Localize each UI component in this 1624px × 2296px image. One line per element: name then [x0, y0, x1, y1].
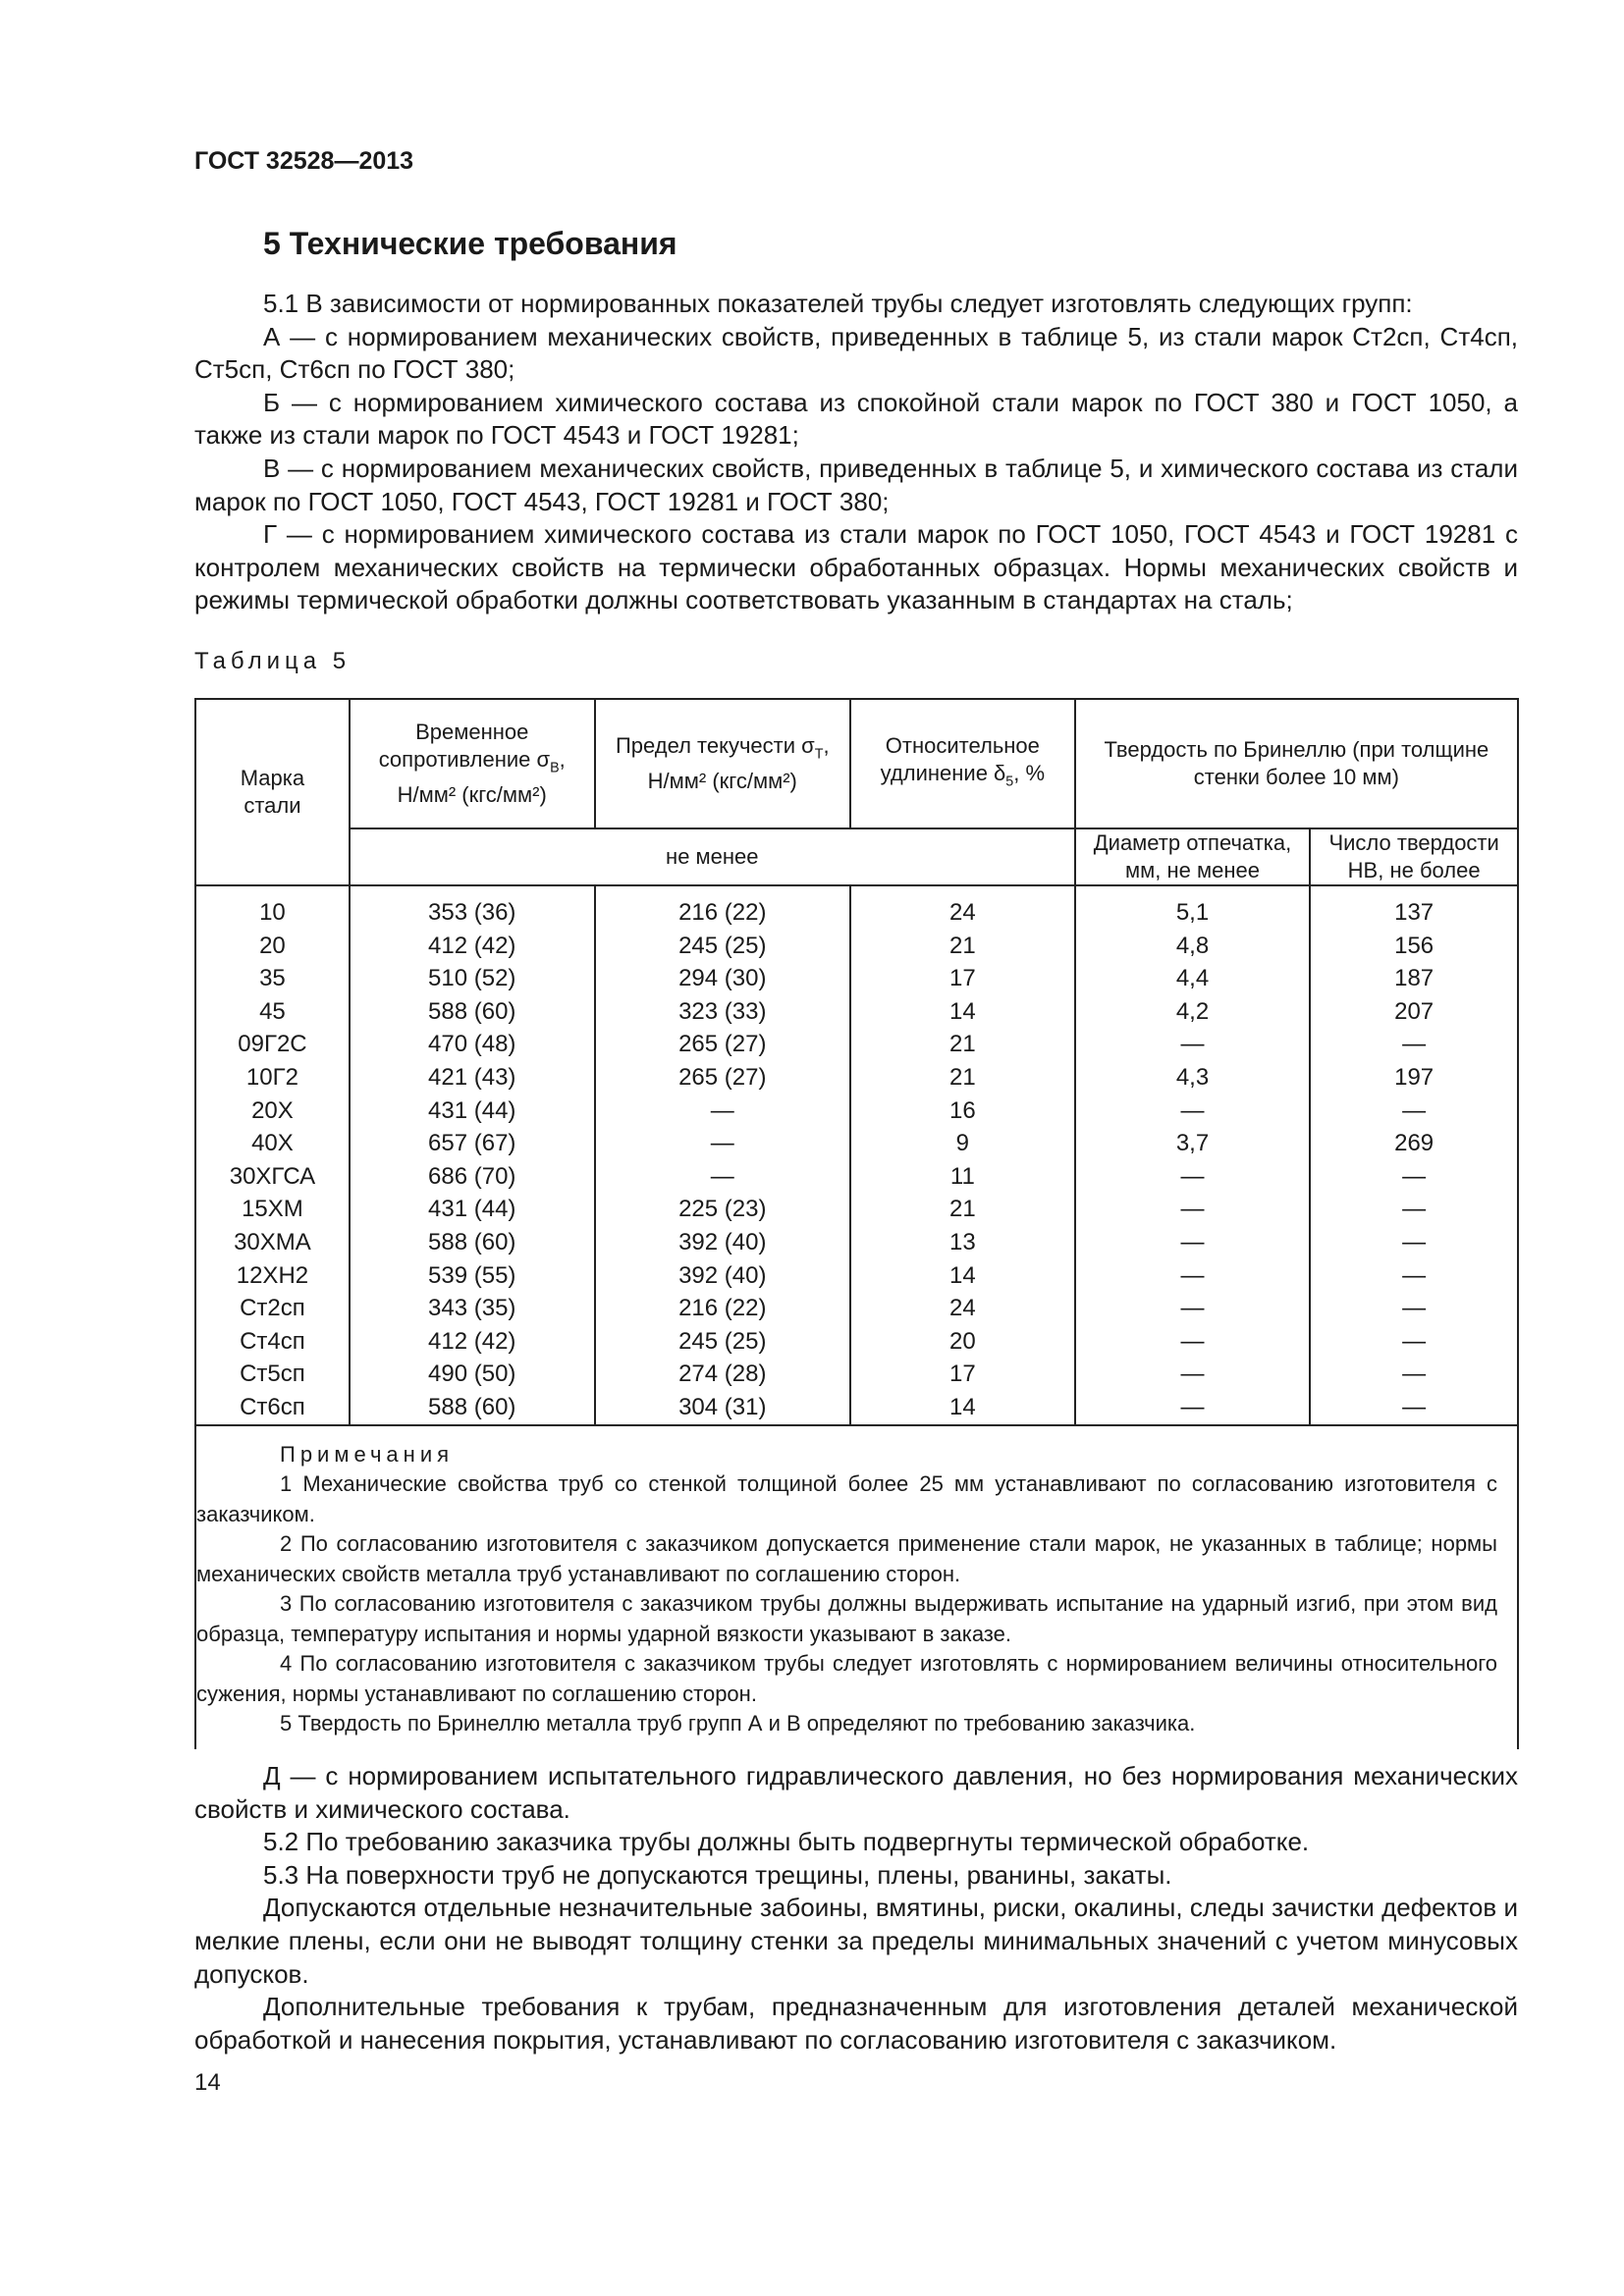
paragraph: Дополнительные требования к трубам, предназначенным для изготовления деталей механической обработкой и нанесения покрытия, устанавливают по согласованию изготовителя с заказчиком.: [194, 1992, 1518, 2055]
notes-title: Примечания: [280, 1441, 455, 1467]
table-cell: 14: [850, 1391, 1075, 1425]
paragraph: Допускаются отдельные незначительные забоины, вмятины, риски, окалины, следы зачистки дефектов и мелкие плены, если они не выводят толщину стенки за пределы минимальных значений с учетом минусовых допусков.: [194, 1893, 1518, 1989]
table-5: [194, 698, 1519, 1749]
table-cell: 13: [850, 1226, 1075, 1259]
table-cell: 588 (60): [350, 1226, 595, 1259]
table-cell: 9: [850, 1127, 1075, 1160]
table-cell: —: [1310, 1226, 1518, 1259]
table-cell: 21: [850, 930, 1075, 963]
table-cell: 21: [850, 1193, 1075, 1226]
note: 5 Твердость по Бринеллю металла труб групп А и В определяют по требованию заказчика.: [280, 1711, 1196, 1735]
table-row: [195, 995, 1518, 1029]
table-cell: 17: [850, 1358, 1075, 1391]
table-cell: 12ХН2: [195, 1259, 350, 1293]
table-cell: 274 (28): [595, 1358, 850, 1391]
table-cell: 304 (31): [595, 1391, 850, 1425]
table-cell: 431 (44): [350, 1193, 595, 1226]
table-cell: —: [1075, 1028, 1311, 1061]
paragraph: Д — с нормированием испытательного гидравлического давления, но без нормирования механических свойств и химического состава.: [194, 1761, 1518, 1824]
paragraph: А — с нормированием механических свойств, приведенных в таблице 5, из стали марок Ст2сп, Ст4сп, Ст5сп, Ст6сп по ГОСТ 380;: [194, 321, 1518, 385]
table-cell: 392 (40): [595, 1259, 850, 1293]
table-cell: 187: [1310, 962, 1518, 995]
table-cell: 20Х: [195, 1095, 350, 1128]
table-row: [195, 1292, 1518, 1325]
table-row: [195, 930, 1518, 963]
table-cell: —: [595, 1160, 850, 1194]
table-cell: —: [1310, 1391, 1518, 1425]
table-row: [195, 1226, 1518, 1259]
header-yield: Предел текучести $\sigma_Т$, Н/мм² (кгс/мм²): [595, 699, 850, 828]
table-row: [195, 1028, 1518, 1061]
table-cell: 343 (35): [350, 1292, 595, 1325]
table-row: [195, 1160, 1518, 1194]
table-cell: 5,1: [1075, 896, 1311, 930]
table-cell: 09Г2С: [195, 1028, 350, 1061]
table-cell: 20: [850, 1325, 1075, 1359]
table-cell: 207: [1310, 995, 1518, 1029]
table-cell: 294 (30): [595, 962, 850, 995]
table-cell: —: [1310, 1028, 1518, 1061]
table-cell: 470 (48): [350, 1028, 595, 1061]
table-cell: 14: [850, 1259, 1075, 1293]
table-cell: 216 (22): [595, 896, 850, 930]
table-cell: 24: [850, 896, 1075, 930]
table-cell: 657 (67): [350, 1127, 595, 1160]
note: 2 По согласованию изготовителя с заказчиком допускается применение стали марок, не указанных в таблице; нормы механических свойств металла труб устанавливают по соглашению сторон.: [196, 1531, 1497, 1586]
table-cell: 323 (33): [595, 995, 850, 1029]
table-cell: —: [1075, 1095, 1311, 1128]
table-row: [195, 1358, 1518, 1391]
table-cell: 35: [195, 962, 350, 995]
table-cell: 30ХМА: [195, 1226, 350, 1259]
table-cell: Ст2сп: [195, 1292, 350, 1325]
header-brinell: Твердость по Бринеллю (при толщине стенки более 10 мм): [1075, 699, 1518, 828]
table-cell: 10: [195, 896, 350, 930]
table-cell: —: [1310, 1193, 1518, 1226]
table-cell: —: [1075, 1259, 1311, 1293]
table-cell: 10Г2: [195, 1061, 350, 1095]
paragraph: 5.3 На поверхности труб не допускаются трещины, плены, рванины, закаты.: [263, 1859, 1172, 1890]
paragraph: 5.1 В зависимости от нормированных показателей трубы следует изготовлять следующих групп:: [263, 289, 1413, 318]
table-notes: [195, 1425, 1518, 1749]
header-min: не менее: [350, 828, 1075, 885]
table-cell: —: [1075, 1292, 1311, 1325]
table-cell: 156: [1310, 930, 1518, 963]
document-header: ГОСТ 32528—2013: [194, 147, 414, 175]
table-row: [195, 962, 1518, 995]
table-cell: 490 (50): [350, 1358, 595, 1391]
table-cell: —: [1075, 1226, 1311, 1259]
table-cell: 412 (42): [350, 1325, 595, 1359]
table-cell: 40Х: [195, 1127, 350, 1160]
table-cell: 510 (52): [350, 962, 595, 995]
table-row: [195, 1193, 1518, 1226]
table-cell: 539 (55): [350, 1259, 595, 1293]
table-cell: 14: [850, 995, 1075, 1029]
table-cell: —: [1075, 1391, 1311, 1425]
table-cell: 265 (27): [595, 1061, 850, 1095]
table-cell: 137: [1310, 896, 1518, 930]
table-row: [195, 1391, 1518, 1425]
table-caption: Таблица 5: [194, 648, 352, 674]
paragraphs-bottom: [194, 1760, 1518, 2056]
header-hb: Число твердости НВ, не более: [1310, 828, 1518, 885]
header-tensile: Временное сопротивление $\sigma_В$, Н/мм² (кгс/мм²): [350, 699, 595, 828]
table-cell: 4,3: [1075, 1061, 1311, 1095]
table-cell: 421 (43): [350, 1061, 595, 1095]
header-grade: Марка стали: [195, 699, 350, 885]
note: 4 По согласованию изготовителя с заказчиком трубы следует изготовлять с нормированием величины относительного сужения, нормы устанавливают по соглашению сторон.: [196, 1651, 1497, 1706]
table-cell: Ст6сп: [195, 1391, 350, 1425]
table-row: [195, 1325, 1518, 1359]
table-cell: 588 (60): [350, 1391, 595, 1425]
table-cell: 30ХГСА: [195, 1160, 350, 1194]
header-diameter: Диаметр отпечатка, мм, не менее: [1075, 828, 1311, 885]
table-cell: —: [595, 1095, 850, 1128]
table-row: [195, 1095, 1518, 1128]
table-cell: —: [1310, 1259, 1518, 1293]
table-cell: 686 (70): [350, 1160, 595, 1194]
table-row: [195, 1127, 1518, 1160]
table-cell: 265 (27): [595, 1028, 850, 1061]
table-cell: 16: [850, 1095, 1075, 1128]
table-cell: 353 (36): [350, 896, 595, 930]
table-cell: —: [595, 1127, 850, 1160]
table-cell: Ст4сп: [195, 1325, 350, 1359]
page-number: 14: [194, 2069, 221, 2096]
paragraph: Б — с нормированием химического состава из спокойной стали марок по ГОСТ 380 и ГОСТ 1050, а также из стали марок по ГОСТ 4543 и ГОСТ 19281;: [194, 387, 1518, 451]
table-cell: 15ХМ: [195, 1193, 350, 1226]
table-cell: —: [1075, 1358, 1311, 1391]
table-cell: 11: [850, 1160, 1075, 1194]
table-cell: —: [1075, 1325, 1311, 1359]
section-title: 5 Технические требования: [263, 226, 677, 261]
table-cell: —: [1310, 1292, 1518, 1325]
header-elongation: Относительное удлинение $\delta_5$, %: [850, 699, 1075, 828]
table-cell: 216 (22): [595, 1292, 850, 1325]
table-cell: 431 (44): [350, 1095, 595, 1128]
table-cell: —: [1075, 1193, 1311, 1226]
table-row: [195, 896, 1518, 930]
table-cell: 197: [1310, 1061, 1518, 1095]
paragraph: 5.2 По требованию заказчика трубы должны быть подвергнуты термической обработке.: [263, 1827, 1310, 1857]
table-cell: —: [1075, 1160, 1311, 1194]
table-cell: 4,8: [1075, 930, 1311, 963]
table-cell: 45: [195, 995, 350, 1029]
table-cell: —: [1310, 1095, 1518, 1128]
table-cell: 3,7: [1075, 1127, 1311, 1160]
table-row: [195, 1259, 1518, 1293]
table-cell: 4,4: [1075, 962, 1311, 995]
table-cell: 588 (60): [350, 995, 595, 1029]
table-cell: 21: [850, 1061, 1075, 1095]
table-cell: Ст5сп: [195, 1358, 350, 1391]
table-cell: 392 (40): [595, 1226, 850, 1259]
table-cell: —: [1310, 1160, 1518, 1194]
table-cell: 245 (25): [595, 930, 850, 963]
table-row: [195, 1061, 1518, 1095]
table-cell: 269: [1310, 1127, 1518, 1160]
table-cell: 17: [850, 962, 1075, 995]
table-cell: 412 (42): [350, 930, 595, 963]
paragraph: В — с нормированием механических свойств, приведенных в таблице 5, и химического состава из стали марок по ГОСТ 1050, ГОСТ 4543, ГОСТ 19281 и ГОСТ 380;: [194, 453, 1518, 516]
table-cell: 21: [850, 1028, 1075, 1061]
note: 3 По согласованию изготовителя с заказчиком трубы должны выдерживать испытание на ударный изгиб, при этом вид образца, температуру испытания и нормы ударной вязкости указывают в заказе.: [196, 1591, 1497, 1646]
table-cell: 20: [195, 930, 350, 963]
note: 1 Механические свойства труб со стенкой толщиной более 25 мм устанавливают по согласованию изготовителя с заказчиком.: [196, 1471, 1497, 1526]
table-cell: 225 (23): [595, 1193, 850, 1226]
paragraph: Г — с нормированием химического состава из стали марок по ГОСТ 1050, ГОСТ 4543 и ГОСТ 19281 с контролем механических свойств на термически обработанных образцах. Нормы механических свойств и режимы термической обработки должны соответствовать указанным в стандартах на сталь;: [194, 519, 1518, 615]
paragraphs-top: [194, 288, 1518, 617]
table-cell: —: [1310, 1325, 1518, 1359]
table-cell: 4,2: [1075, 995, 1311, 1029]
table-cell: —: [1310, 1358, 1518, 1391]
table-cell: 245 (25): [595, 1325, 850, 1359]
table-cell: 24: [850, 1292, 1075, 1325]
